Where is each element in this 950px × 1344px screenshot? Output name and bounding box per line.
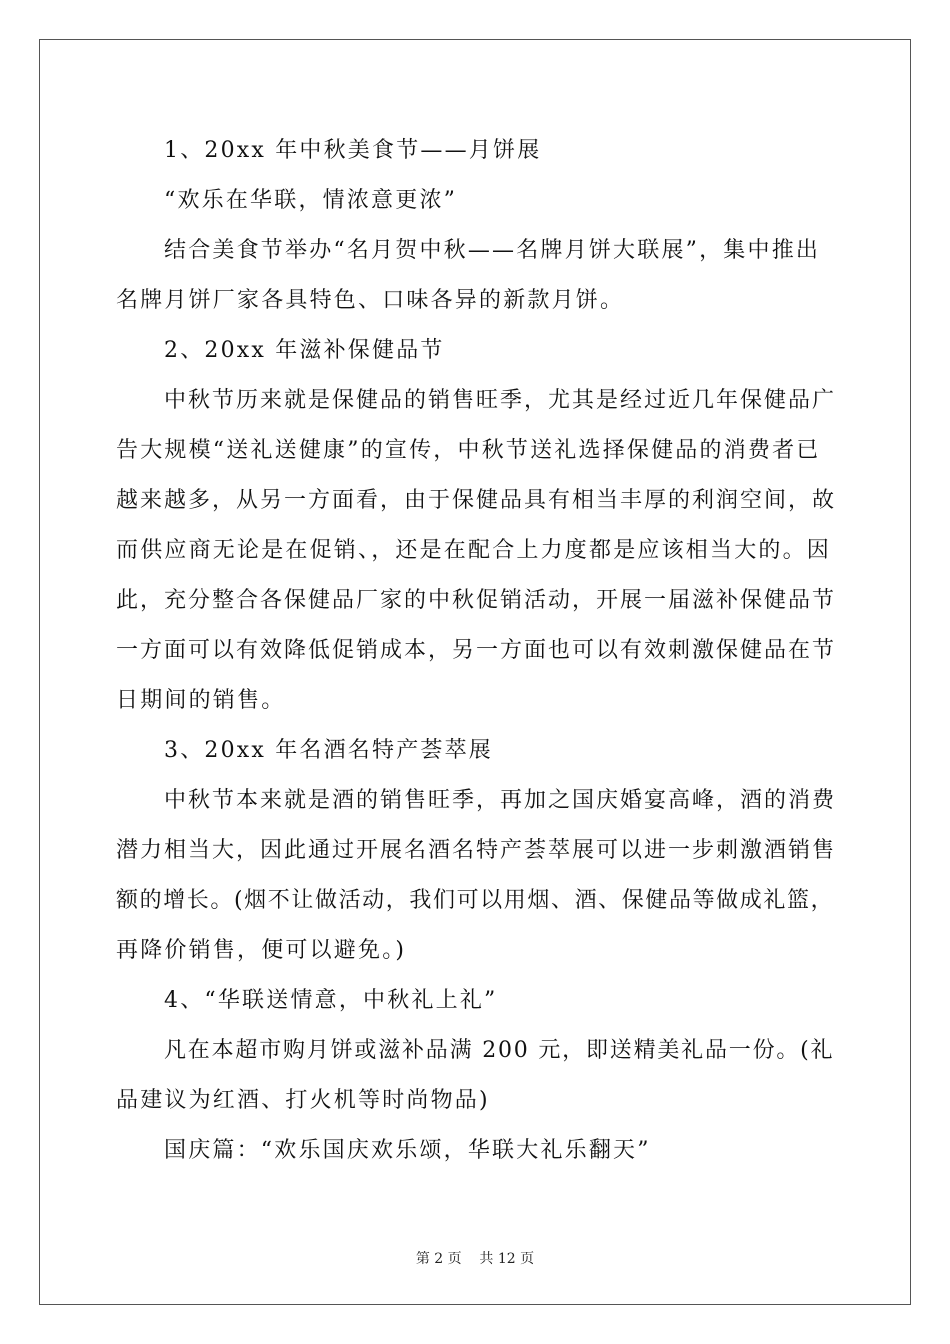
heading-gift-promotion: 4、“华联送情意，中秋礼上礼”	[164, 988, 498, 1013]
paragraph-line: 名牌月饼厂家各具特色、口味各异的新款月饼。	[116, 288, 625, 313]
slogan-line: “欢乐在华联，情浓意更浓”	[164, 188, 458, 213]
paragraph-line: 告大规模“送礼送健康”的宣传，中秋节送礼选择保健品的消费者已	[116, 438, 821, 463]
heading-health-products-festival: 2、20xx 年滋补保健品节	[164, 338, 445, 363]
paragraph-line: 此，充分整合各保健品厂家的中秋促销活动，开展一届滋补保健品节	[116, 588, 837, 613]
paragraph-line: 日期间的销售。	[116, 688, 286, 713]
paragraph-line: 结合美食节举办“名月贺中秋——名牌月饼大联展”，集中推出	[164, 238, 821, 263]
paragraph-line: 而供应商无论是在促销、，还是在配合上力度都是应该相当大的。因	[116, 538, 832, 563]
paragraph-line: 中秋节本来就是酒的销售旺季，再加之国庆婚宴高峰，酒的消费	[164, 788, 837, 813]
paragraph-line: 越来越多，从另一方面看，由于保健品具有相当丰厚的利润空间，故	[116, 488, 837, 513]
heading-national-day: 国庆篇：“欢乐国庆欢乐颂，华联大礼乐翻天”	[164, 1138, 651, 1163]
paragraph-line: 再降价销售，便可以避免。)	[116, 938, 407, 963]
paragraph-line: 一方面可以有效降低促销成本，另一方面也可以有效刺激保健品在节	[116, 638, 837, 663]
paragraph-line: 凡在本超市购月饼或滋补品满 200 元，即送精美礼品一份。(礼	[164, 1038, 835, 1063]
paragraph-line: 潜力相当大，因此通过开展名酒名特产荟萃展可以进一步刺激酒销售	[116, 838, 837, 863]
paragraph-line: 额的增长。(烟不让做活动，我们可以用烟、酒、保健品等做成礼篮，	[116, 888, 835, 913]
paragraph-line: 中秋节历来就是保健品的销售旺季，尤其是经过近几年保健品广	[164, 388, 837, 413]
paragraph-line: 品建议为红酒、打火机等时尚物品)	[116, 1088, 490, 1113]
heading-wine-specialty-expo: 3、20xx 年名酒名特产荟萃展	[164, 738, 493, 763]
page-number-footer: 第 2 页 共 12 页	[415, 1251, 535, 1267]
heading-mid-autumn-food-festival: 1、20xx 年中秋美食节——月饼展	[164, 138, 542, 163]
document-body	[116, 126, 836, 1176]
